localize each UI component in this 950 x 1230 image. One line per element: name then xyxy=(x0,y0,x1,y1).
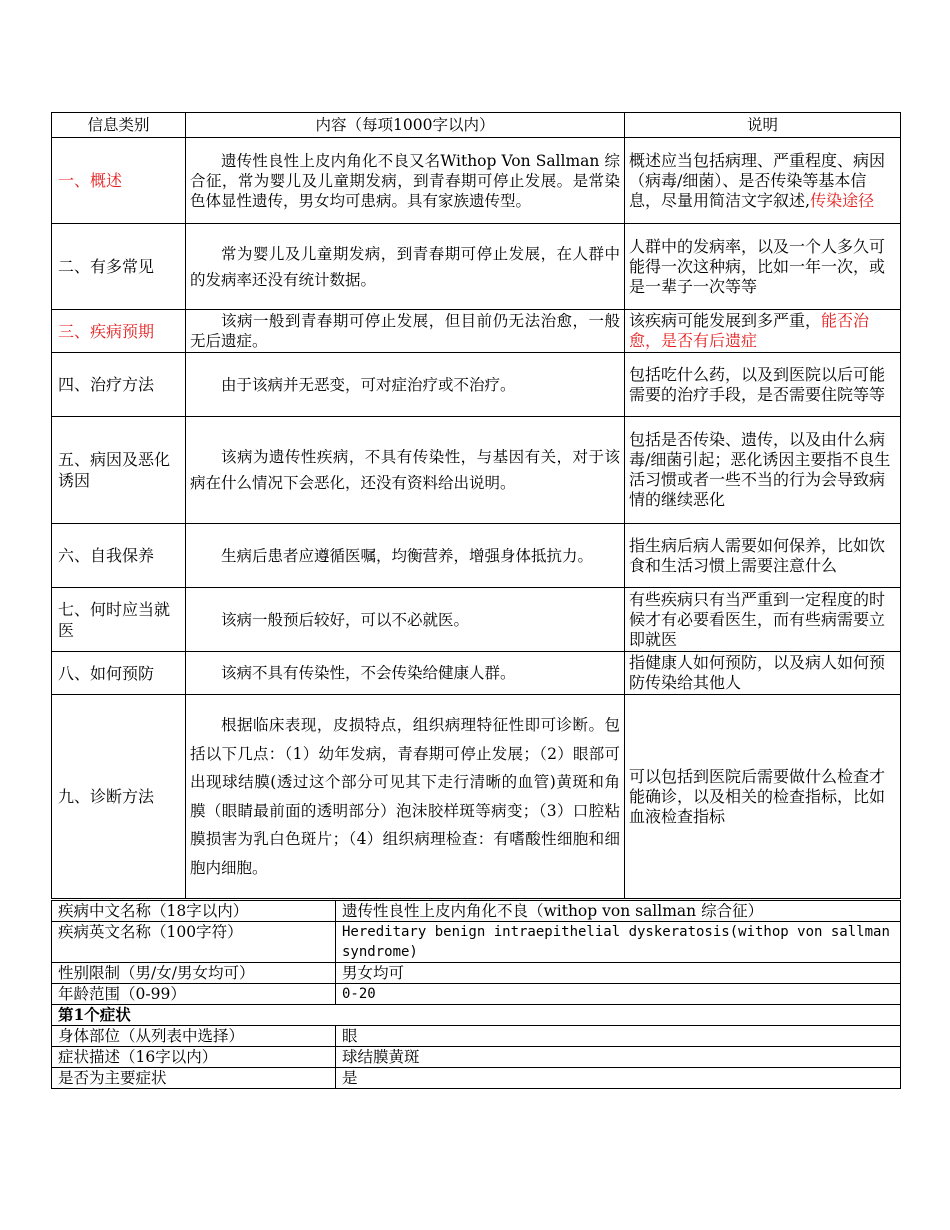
field-value: Hereditary benign intraepithelial dyskeratosis(withop von sallman syndrome) xyxy=(336,922,901,963)
row-content: 该病不具有传染性，不会传染给健康人群。 xyxy=(186,652,625,695)
table-row xyxy=(52,353,901,417)
table-row xyxy=(52,588,901,652)
table-row xyxy=(52,224,901,310)
field-value: 眼 xyxy=(336,1026,901,1047)
row-content: 由于该病并无恶变，可对症治疗或不治疗。 xyxy=(186,353,625,417)
field-value: 0-20 xyxy=(336,984,901,1005)
header-row xyxy=(52,113,901,138)
field-label: 性别限制（男/女/男女均可） xyxy=(52,963,336,984)
row-note: 包括吃什么药，以及到医院以后可能需要的治疗手段，是否需要住院等等 xyxy=(625,353,901,417)
row-label: 四、治疗方法 xyxy=(52,353,186,417)
field-label: 身体部位（从列表中选择） xyxy=(52,1026,336,1047)
note-highlight: 能否治愈，是否有后遗症 xyxy=(629,311,870,350)
row-label: 九、诊断方法 xyxy=(52,695,186,899)
symptom-section-title: 第1个症状 xyxy=(52,1005,901,1026)
row-content: 常为婴儿及儿童期发病，到青春期可停止发展，在人群中的发病率还没有统计数据。 xyxy=(186,224,625,310)
row-note: 有些疾病只有当严重到一定程度的时候才有必要看医生，而有些病需要立即就医 xyxy=(625,588,901,652)
row-content: 该病一般预后较好，可以不必就医。 xyxy=(186,588,625,652)
field-value: 球结膜黄斑 xyxy=(336,1047,901,1068)
row-note: 可以包括到医院后需要做什么检查才能确诊，以及相关的检查指标，比如血液检查指标 xyxy=(625,695,901,899)
row-note: 指生病后病人需要如何保养，比如饮食和生活习惯上需要注意什么 xyxy=(625,524,901,588)
field-label: 症状描述（16字以内） xyxy=(52,1047,336,1068)
note-highlight: 传染途径 xyxy=(810,190,875,210)
field-value: 男女均可 xyxy=(336,963,901,984)
row-content: 生病后患者应遵循医嘱，均衡营养，增强身体抵抗力。 xyxy=(186,524,625,588)
field-row xyxy=(52,1047,901,1068)
row-note: 包括是否传染、遗传，以及由什么病毒/细菌引起；恶化诱因主要指不良生活习惯或者一些不当的行为会导致病情的继续恶化 xyxy=(625,417,901,524)
table-row xyxy=(52,524,901,588)
field-row xyxy=(52,984,901,1005)
row-note: 指健康人如何预防，以及病人如何预防传染给其他人 xyxy=(625,652,901,695)
row-label: 七、何时应当就医 xyxy=(52,588,186,652)
row-label: 二、有多常见 xyxy=(52,224,186,310)
table-row xyxy=(52,417,901,524)
disease-fields-table xyxy=(51,900,901,1089)
row-label: 八、如何预防 xyxy=(52,652,186,695)
row-label: 一、概述 xyxy=(52,138,186,224)
field-value: 遗传性良性上皮内角化不良（withop von sallman 综合征） xyxy=(336,901,901,922)
header-note: 说明 xyxy=(625,113,901,138)
row-content: 该病为遗传性疾病，不具有传染性，与基因有关，对于该病在什么情况下会恶化，还没有资料给出说明。 xyxy=(186,417,625,524)
field-label: 年龄范围（0-99） xyxy=(52,984,336,1005)
row-label: 三、疾病预期 xyxy=(52,310,186,353)
field-row xyxy=(52,963,901,984)
table-row xyxy=(52,138,901,224)
row-content: 该病一般到青春期可停止发展，但目前仍无法治愈，一般无后遗症。 xyxy=(186,310,625,353)
field-row xyxy=(52,1068,901,1089)
table-row xyxy=(52,652,901,695)
section-row xyxy=(52,1005,901,1026)
field-label: 疾病英文名称（100字符） xyxy=(52,922,336,963)
field-row xyxy=(52,1026,901,1047)
table-row xyxy=(52,310,901,353)
field-row xyxy=(52,901,901,922)
field-row xyxy=(52,922,901,963)
row-label: 五、病因及恶化诱因 xyxy=(52,417,186,524)
row-content: 根据临床表现，皮损特点，组织病理特征性即可诊断。包括以下几点：（1）幼年发病，青春期可停止发展；（2）眼部可出现球结膜(透过这个部分可见其下走行清晰的血管)黄斑和角膜（眼睛最前面的透明部分）泡沫胶样斑等病变；（3）口腔粘膜损害为乳白色斑片；（4）组织病理检查：有嗜酸性细胞和细胞内细胞。 xyxy=(186,695,625,899)
field-label: 疾病中文名称（18字以内） xyxy=(52,901,336,922)
row-label: 六、自我保养 xyxy=(52,524,186,588)
header-content: 内容（每项1000字以内） xyxy=(186,113,625,138)
header-category: 信息类别 xyxy=(52,113,186,138)
row-note: 概述应当包括病理、严重程度、病因（病毒/细菌）、是否传染等基本信息，尽量用简洁文字叙述,传染途径 xyxy=(625,138,901,224)
field-label: 是否为主要症状 xyxy=(52,1068,336,1089)
disease-info-table xyxy=(51,112,901,899)
row-content: 遗传性良性上皮内角化不良又名Withop Von Sallman 综合征，常为婴儿及儿童期发病，到青春期可停止发展。是常染色体显性遗传，男女均可患病。具有家族遗传型。 xyxy=(186,138,625,224)
table-row xyxy=(52,695,901,899)
row-note: 人群中的发病率，以及一个人多久可能得一次这种病，比如一年一次，或是一辈子一次等等 xyxy=(625,224,901,310)
row-note: 该疾病可能发展到多严重，能否治愈，是否有后遗症 xyxy=(625,310,901,353)
field-value: 是 xyxy=(336,1068,901,1089)
